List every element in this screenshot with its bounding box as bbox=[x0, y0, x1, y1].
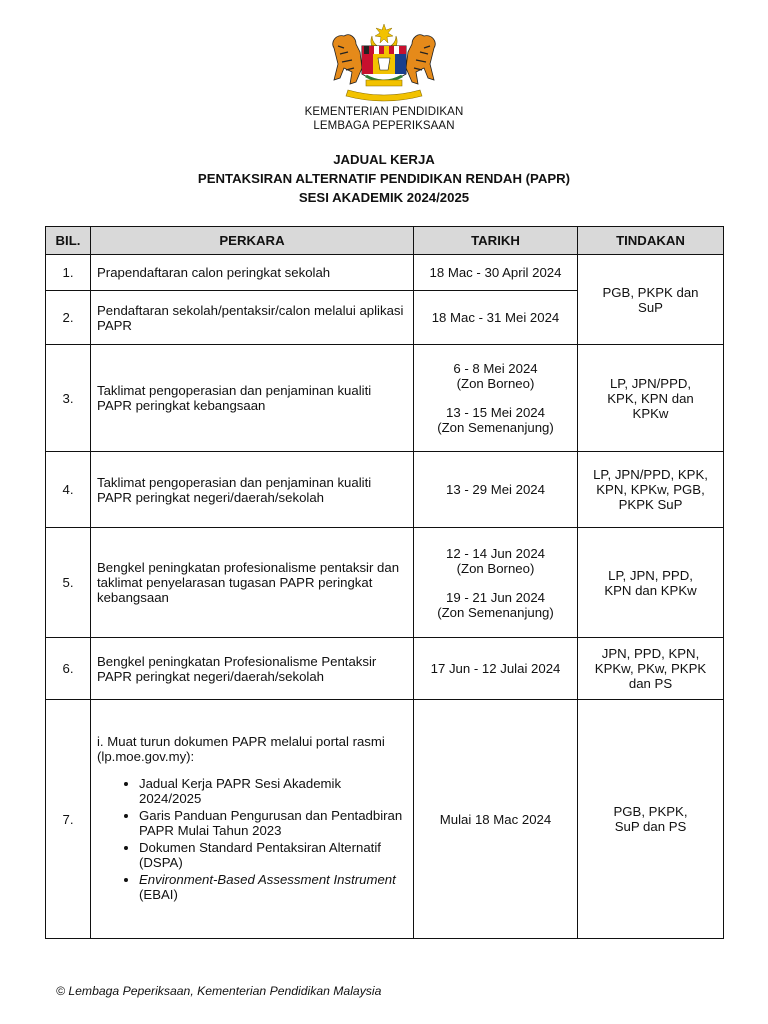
row-item: Prapendaftaran calon peringkat sekolah bbox=[91, 255, 414, 291]
schedule-table bbox=[45, 226, 724, 939]
row-action: LP, JPN/PPD, KPK, KPN dan KPKw bbox=[578, 345, 724, 452]
date-borneo: 6 - 8 Mei 2024 bbox=[453, 361, 538, 376]
row-no: 2. bbox=[46, 291, 91, 345]
row-date: 18 Mac - 30 April 2024 bbox=[414, 255, 578, 291]
row-no: 7. bbox=[46, 700, 91, 939]
download-instruction: i. Muat turun dokumen PAPR melalui portal rasmi (lp.moe.gov.my): bbox=[97, 734, 385, 764]
table-row bbox=[46, 255, 724, 291]
col-header-date: TARIKH bbox=[414, 227, 578, 255]
table-row bbox=[46, 528, 724, 638]
row-item: Taklimat pengoperasian dan penjaminan kualiti PAPR peringkat negeri/daerah/sekolah bbox=[91, 452, 414, 528]
coat-of-arms-logo bbox=[326, 22, 442, 106]
document-list bbox=[97, 776, 407, 902]
col-header-item: PERKARA bbox=[91, 227, 414, 255]
doc-title-line2: PENTAKSIRAN ALTERNATIF PENDIDIKAN RENDAH (PAPR) bbox=[197, 171, 571, 186]
table-row bbox=[46, 638, 724, 700]
date-borneo: 12 - 14 Jun 2024 bbox=[446, 545, 545, 561]
doc-title-line1: JADUAL KERJA bbox=[333, 152, 435, 167]
table-row bbox=[46, 700, 724, 939]
list-item: • Garis Panduan Pengurusan dan Pentadbiran PAPR Mulai Tahun 2023 bbox=[139, 808, 407, 838]
row-no: 1. bbox=[46, 255, 91, 291]
row-action: LP, JPN, PPD, KPN dan KPKw bbox=[578, 528, 724, 638]
row-date: Mulai 18 Mac 2024 bbox=[414, 700, 578, 939]
table-row bbox=[46, 345, 724, 452]
date-semenanjung: 13 - 15 Mei 2024 bbox=[446, 405, 545, 420]
row-date bbox=[414, 345, 578, 452]
row-item: Bengkel peningkatan profesionalisme pentaksir dan taklimat penyelarasan tugasan PAPR peringkat kebangsaan bbox=[91, 528, 414, 638]
row-item: Taklimat pengoperasian dan penjaminan kualiti PAPR peringkat kebangsaan bbox=[91, 345, 414, 452]
ministry-name: KEMENTERIAN PENDIDIKAN bbox=[304, 106, 464, 118]
copyright-footer: © Lembaga Peperiksaan, Kementerian Pendidikan Malaysia bbox=[56, 984, 382, 998]
row-action: PGB, PKPK dan SuP bbox=[578, 255, 724, 345]
row-item bbox=[91, 700, 414, 939]
row-date: 18 Mac - 31 Mei 2024 bbox=[414, 291, 578, 345]
row-date: 13 - 29 Mei 2024 bbox=[414, 452, 578, 528]
list-item bbox=[139, 872, 407, 902]
zone-borneo: (Zon Borneo) bbox=[456, 376, 535, 391]
row-action: JPN, PPD, KPN, KPKw, PKw, PKPK dan PS bbox=[578, 638, 724, 700]
row-action: LP, JPN/PPD, KPK, KPN, KPKw, PGB, PKPK SuP bbox=[578, 452, 724, 528]
col-header-action: TINDAKAN bbox=[578, 227, 724, 255]
row-no: 3. bbox=[46, 345, 91, 452]
row-item: Pendaftaran sekolah/pentaksir/calon melalui aplikasi PAPR bbox=[91, 291, 414, 345]
col-header-no: BIL. bbox=[46, 227, 91, 255]
list-item: • Jadual Kerja PAPR Sesi Akademik 2024/2025 bbox=[139, 776, 407, 806]
list-item: • Dokumen Standard Pentaksiran Alternatif (DSPA) bbox=[139, 840, 407, 870]
table-row bbox=[46, 452, 724, 528]
row-item: Bengkel peningkatan Profesionalisme Pentaksir PAPR peringkat negeri/daerah/sekolah bbox=[91, 638, 414, 700]
row-date: 17 Jun - 12 Julai 2024 bbox=[414, 638, 578, 700]
date-semenanjung: 19 - 21 Jun 2024 bbox=[446, 589, 545, 605]
row-action: PGB, PKPK, SuP dan PS bbox=[578, 700, 724, 939]
zone-semenanjung: (Zon Semenanjung) bbox=[437, 604, 554, 620]
ebai-title: Environment-Based Assessment Instrument bbox=[139, 872, 396, 887]
table-header-row bbox=[46, 227, 724, 255]
row-no: 4. bbox=[46, 452, 91, 528]
exam-board-name: LEMBAGA PEPERIKSAAN bbox=[313, 120, 455, 132]
zone-borneo: (Zon Borneo) bbox=[456, 560, 535, 576]
row-no: 5. bbox=[46, 528, 91, 638]
zone-semenanjung: (Zon Semenanjung) bbox=[437, 420, 554, 435]
doc-title-line3: SESI AKADEMIK 2024/2025 bbox=[298, 190, 470, 205]
row-date bbox=[414, 528, 578, 638]
row-no: 6. bbox=[46, 638, 91, 700]
ebai-abbrev: (EBAI) bbox=[139, 887, 178, 902]
